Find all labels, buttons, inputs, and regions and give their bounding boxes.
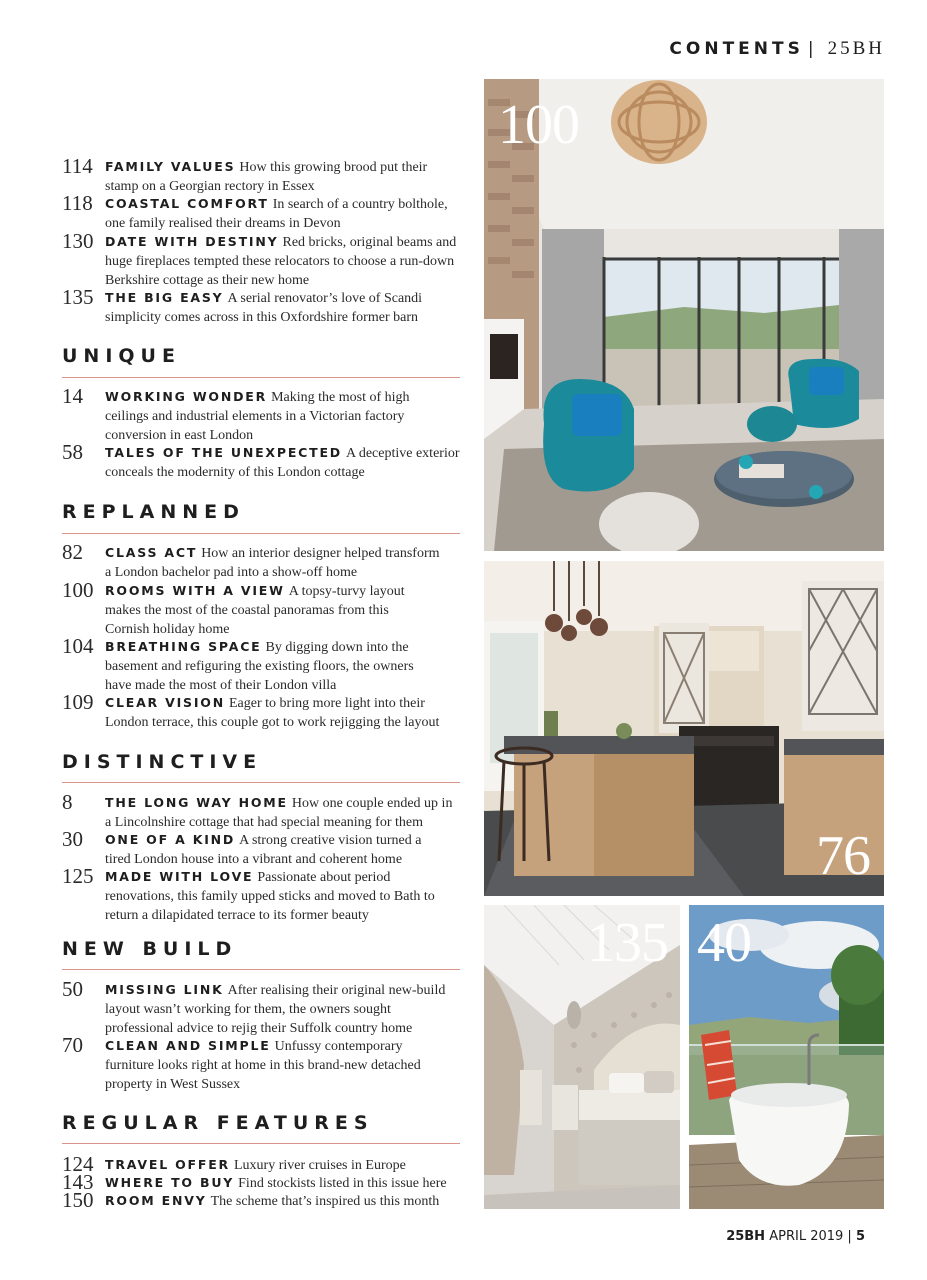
section-heading-regular-features: REGULAR FEATURES	[62, 1112, 374, 1134]
entry-description: The scheme that’s inspired us this month	[210, 1194, 440, 1209]
contents-entry[interactable]	[62, 634, 462, 695]
section-heading-distinctive: DISTINCTIVE	[62, 751, 263, 773]
header-brand: 25BH	[827, 38, 885, 59]
entry-title: TALES OF THE UNEXPECTED	[105, 445, 342, 460]
entry-title: THE LONG WAY HOME	[105, 795, 288, 810]
entry-title: WORKING WONDER	[105, 389, 268, 404]
entry-description: How this growing brood put their stamp on a Georgian rectory in Essex	[105, 160, 428, 194]
contents-entry[interactable]	[62, 864, 462, 925]
section-heading-unique: UNIQUE	[62, 345, 181, 367]
photo-page-number: 100	[498, 94, 579, 156]
entry-description: By digging down into the basement and refiguring the existing floors, the owners have made the most of their London villa	[105, 640, 414, 693]
entry-page-number: 143	[62, 1170, 94, 1194]
entry-title: ROOM ENVY	[105, 1193, 207, 1208]
entry-page-number: 118	[62, 191, 93, 215]
entry-page-number: 82	[62, 540, 83, 564]
entry-title: CLEAN AND SIMPLE	[105, 1038, 271, 1053]
entry-title: BREATHING SPACE	[105, 639, 262, 654]
header-divider: |	[807, 39, 818, 59]
header-title: CONTENTS	[669, 39, 804, 59]
page-header	[669, 38, 885, 60]
entry-page-number: 14	[62, 384, 83, 408]
entry-title: ONE OF A KIND	[105, 832, 236, 847]
entry-page-number: 114	[62, 154, 93, 178]
section-divider	[62, 1143, 460, 1144]
footer-brand: 25BH	[726, 1229, 766, 1244]
entry-page-number: 100	[62, 578, 94, 602]
footer-issue: APRIL 2019	[769, 1229, 844, 1244]
contents-entry[interactable]	[62, 154, 462, 197]
entry-title: TRAVEL OFFER	[105, 1157, 230, 1172]
entry-description: Passionate about period renovations, this family upped sticks and moved to Bath to return a dilapidated terrace to its former beauty	[105, 870, 435, 923]
photo-living-room[interactable]	[484, 79, 884, 551]
photo-page-number: 135	[587, 912, 668, 974]
entry-page-number: 50	[62, 977, 83, 1001]
section-divider	[62, 969, 460, 970]
entry-title: COASTAL COMFORT	[105, 196, 269, 211]
entry-description: Unfussy contemporary furniture looks right at home in this brand-new detached property in West Sussex	[105, 1039, 421, 1092]
entry-description: In search of a country bolthole, one family realised their dreams in Devon	[105, 197, 448, 231]
entry-page-number: 58	[62, 440, 83, 464]
entry-page-number: 70	[62, 1033, 83, 1057]
entry-page-number: 124	[62, 1152, 94, 1176]
entry-title: MISSING LINK	[105, 982, 224, 997]
entry-description: Find stockists listed in this issue here	[238, 1176, 447, 1191]
entry-description: How one couple ended up in a Lincolnshire cottage that had special meaning for them	[105, 796, 453, 830]
entry-title: DATE WITH DESTINY	[105, 234, 279, 249]
entry-page-number: 135	[62, 285, 94, 309]
section-divider	[62, 377, 460, 378]
entry-description: Red bricks, original beams and huge fireplaces tempted these relocators to choose a run-down Berkshire cottage as their new home	[105, 235, 457, 288]
contents-entry[interactable]	[62, 977, 462, 1038]
entry-description: How an interior designer helped transform a London bachelor pad into a show-off home	[105, 546, 440, 580]
entry-title: FAMILY VALUES	[105, 159, 236, 174]
contents-entry[interactable]	[62, 827, 462, 870]
footer-divider: |	[847, 1229, 852, 1244]
footer-page-number: 5	[855, 1229, 865, 1244]
contents-entry[interactable]	[62, 1188, 462, 1212]
entry-description: A topsy-turvy layout makes the most of the coastal panoramas from this Cornish holiday home	[105, 584, 405, 637]
contents-entry[interactable]	[62, 384, 462, 445]
photo-outdoor-bath[interactable]	[689, 905, 884, 1209]
section-divider	[62, 782, 460, 783]
contents-entry[interactable]	[62, 440, 462, 483]
entry-page-number: 130	[62, 229, 94, 253]
contents-entry[interactable]	[62, 1170, 462, 1194]
entry-page-number: 150	[62, 1188, 94, 1212]
contents-entry[interactable]	[62, 1033, 462, 1094]
entry-title: THE BIG EASY	[105, 290, 224, 305]
photo-page-number: 76	[816, 825, 870, 887]
contents-entry[interactable]	[62, 790, 462, 833]
entry-title: CLASS ACT	[105, 545, 198, 560]
contents-entry[interactable]	[62, 285, 462, 328]
contents-entry[interactable]	[62, 540, 462, 583]
contents-entry[interactable]	[62, 690, 462, 733]
photo-kitchen[interactable]	[484, 561, 884, 896]
page-footer	[726, 1229, 865, 1244]
entry-description: A deceptive exterior conceals the modernity of this London cottage	[105, 446, 460, 480]
photo-page-number: 40	[697, 912, 751, 974]
entry-title: ROOMS WITH A VIEW	[105, 583, 285, 598]
entry-title: MADE WITH LOVE	[105, 869, 254, 884]
entry-page-number: 125	[62, 864, 94, 888]
photo-bedroom[interactable]	[484, 905, 680, 1209]
entry-page-number: 104	[62, 634, 94, 658]
section-divider	[62, 533, 460, 534]
entry-description: Luxury river cruises in Europe	[233, 1158, 406, 1173]
entry-title: WHERE TO BUY	[105, 1175, 235, 1190]
entry-page-number: 109	[62, 690, 94, 714]
entry-page-number: 30	[62, 827, 83, 851]
entry-description: After realising their original new-build layout wasn’t working for them, the owners sought professional advice to rejig their Suffolk country home	[105, 983, 446, 1036]
entry-page-number: 8	[62, 790, 73, 814]
contents-entry[interactable]	[62, 1152, 462, 1176]
entry-description: Eager to bring more light into their London terrace, this couple got to work rejigging the layout	[105, 696, 440, 730]
entry-title: CLEAR VISION	[105, 695, 225, 710]
entry-description: Making the most of high ceilings and industrial elements in a Victorian factory conversion in east London	[105, 390, 410, 443]
section-heading-replanned: REPLANNED	[62, 501, 245, 523]
entry-description: A strong creative vision turned a tired London house into a vibrant and coherent home	[105, 833, 422, 867]
entry-description: A serial renovator’s love of Scandi simplicity comes across in this Oxfordshire former barn	[105, 291, 423, 325]
contents-entry[interactable]	[62, 191, 462, 234]
section-heading-new-build: NEW BUILD	[62, 938, 238, 960]
contents-entry[interactable]	[62, 229, 462, 290]
contents-entry[interactable]	[62, 578, 462, 639]
